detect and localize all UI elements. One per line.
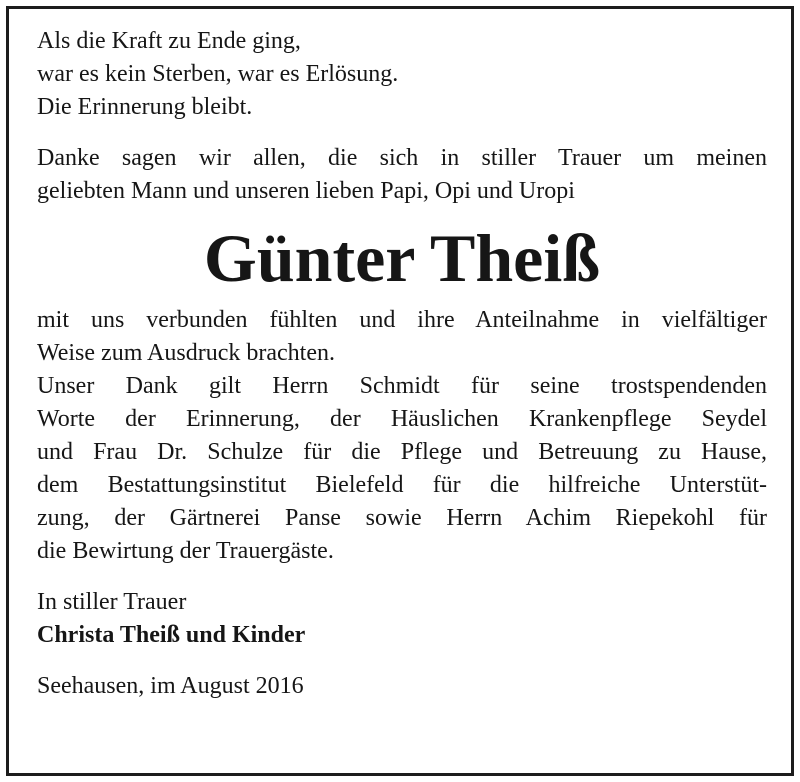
thanks-body bbox=[37, 304, 767, 568]
thanks-body-line: Unser Dank gilt Herrn Schmidt für seine trostspendenden bbox=[37, 373, 767, 399]
signoff bbox=[37, 586, 767, 652]
notice-content bbox=[37, 25, 767, 703]
thanks-body-line: zung, der Gärtnerei Panse sowie Herrn Achim Riepekohl für bbox=[37, 505, 767, 531]
place-date: Seehausen, im August 2016 bbox=[37, 673, 304, 699]
deceased-name: Günter Theiß bbox=[203, 220, 601, 296]
thanks-body-line: Worte der Erinnerung, der Häuslichen Krankenpflege Seydel bbox=[37, 406, 767, 432]
verse-line: Die Erinnerung bleibt. bbox=[37, 94, 253, 120]
signoff-family: Christa Theiß und Kinder bbox=[37, 622, 306, 648]
thanks-body-line: mit uns verbunden fühlten und ihre Anteilnahme in vielfältiger bbox=[37, 307, 767, 333]
signoff-phrase: In stiller Trauer bbox=[37, 589, 187, 615]
thanks-body-line: dem Bestattungsinstitut Bielefeld für die hilfreiche Unterstüt- bbox=[37, 472, 767, 498]
thanks-body-line: und Frau Dr. Schulze für die Pflege und Betreuung zu Hause, bbox=[37, 439, 767, 465]
thanks-body-line: Weise zum Ausdruck brachten. bbox=[37, 340, 335, 366]
thanks-body-line: die Bewirtung der Trauergäste. bbox=[37, 538, 334, 564]
verse-line: Als die Kraft zu Ende ging, bbox=[37, 28, 301, 54]
thanks-intro-line: geliebten Mann und unseren lieben Papi, Opi und Uropi bbox=[37, 178, 575, 204]
thanks-intro bbox=[37, 142, 767, 208]
verse bbox=[37, 25, 767, 124]
thanks-intro-line: Danke sagen wir allen, die sich in stiller Trauer um meinen bbox=[37, 145, 767, 171]
verse-line: war es kein Sterben, war es Erlösung. bbox=[37, 61, 399, 87]
